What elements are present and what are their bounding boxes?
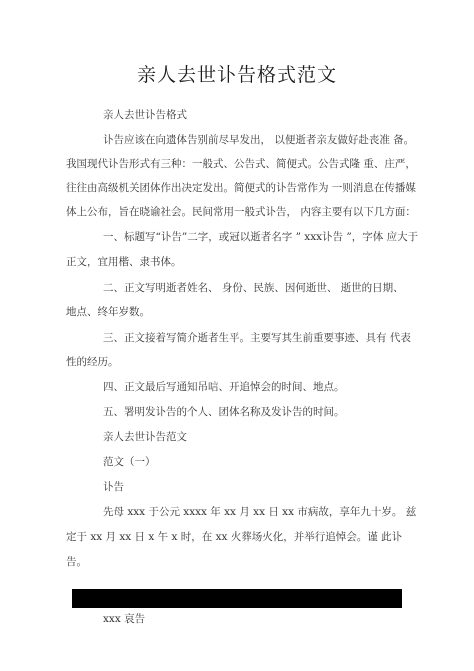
section-heading: 范文（一） [103,456,156,468]
paragraph-line: 五、署明发讣告的个人、团体名称及发讣告的时间。 [103,406,345,418]
paragraph-line: 体上公布，旨在晓谕社会。民间常用一般式讣告， 内容主要有以下几方面： [66,206,416,218]
paragraph-line: 地点、终年岁数。 [66,306,150,318]
section-heading: 亲人去世讣告格式 [103,109,187,121]
section-heading: 亲人去世讣告范文 [103,431,187,443]
paragraph-line: 一、标题写“讣告”二字，或冠以逝者名字 ” xxx讣告 ”，字体 应大于 [103,231,419,243]
paragraph-line: 性的经历。 [66,356,119,368]
paragraph-line: 三、正文接着写简介逝者生平。主要写其生前重要事迹、具有 代表 [103,332,411,344]
paragraph-line: 我国现代讣告形式有三种：一般式、公告式、简便式。公告式隆 重、庄严， [66,158,416,170]
paragraph-line: 二、正文写明逝者姓名、 身份、民族、因何逝世、 逝世的日期、 [103,282,404,294]
document-title: 亲人去世讣告格式范文 [136,64,337,86]
paragraph-line: 先母 xxx 于公元 xxxx 年 xx 月 xx 日 xx 市病故，享年九十岁。 兹 [103,506,417,518]
redaction-bar [72,589,402,608]
paragraph-line: 告。 [66,556,87,568]
paragraph-line: 定于 xx 月 xx 日 x 午 x 时，在 xx 火葬场火化，并举行追悼会。谨 此讣 [66,531,403,543]
paragraph-line: 四、正文最后写通知吊唁、开追悼会的时间、地点。 [103,381,345,393]
notice-heading: 讣告 [103,481,124,493]
signature-line: xxx 哀告 [103,613,146,625]
paragraph-line: 讣告应该在向遗体告别前尽早发出， 以便逝者亲友做好赴丧准 备。 [103,134,415,146]
paragraph-line: 正文，宜用楷、隶书体。 [66,256,182,268]
paragraph-line: 往往由高级机关团体作出决定发出。简便式的讣告常作为 一则消息在传播媒 [66,182,416,194]
